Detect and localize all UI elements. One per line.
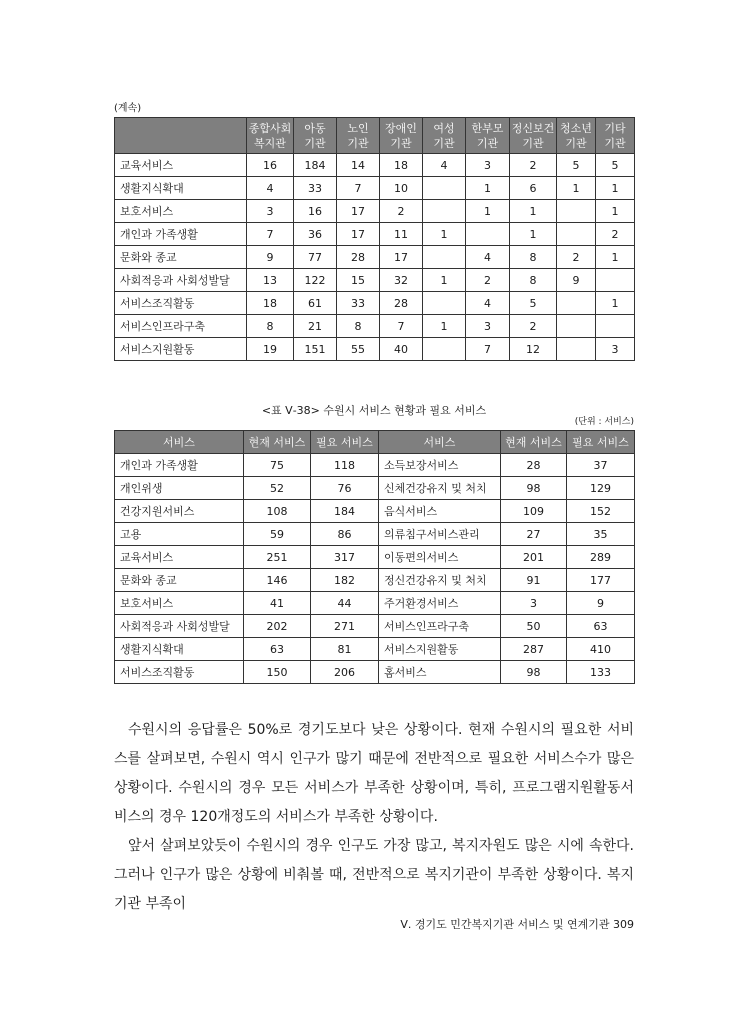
table-cell: 개인위생 xyxy=(115,477,244,500)
table-cell: 소득보장서비스 xyxy=(379,454,501,477)
column-header: 아동 기관 xyxy=(294,118,337,154)
column-header xyxy=(115,118,247,154)
table-cell: 37 xyxy=(567,454,635,477)
table-cell: 7 xyxy=(247,223,294,246)
table-cell: 33 xyxy=(294,177,337,200)
table-cell: 개인과 가족생활 xyxy=(115,454,244,477)
table-cell: 317 xyxy=(311,546,379,569)
table-cell xyxy=(557,292,596,315)
table-cell: 108 xyxy=(244,500,311,523)
table-cell: 문화와 종교 xyxy=(115,569,244,592)
table-cell: 17 xyxy=(337,223,380,246)
table-cell: 3 xyxy=(596,338,635,361)
table-cell: 184 xyxy=(294,154,337,177)
table-cell xyxy=(596,315,635,338)
table-cell xyxy=(557,338,596,361)
table-cell: 13 xyxy=(247,269,294,292)
table-cell: 정신건강유지 및 처치 xyxy=(379,569,501,592)
table-cell: 184 xyxy=(311,500,379,523)
table-cell: 251 xyxy=(244,546,311,569)
table-cell: 118 xyxy=(311,454,379,477)
table-row xyxy=(115,292,635,315)
table-cell: 5 xyxy=(510,292,557,315)
table-cell xyxy=(423,338,466,361)
table-cell: 18 xyxy=(380,154,423,177)
table-cell xyxy=(557,223,596,246)
table-cell: 개인과 가족생활 xyxy=(115,223,247,246)
table-cell: 2 xyxy=(466,269,510,292)
table-cell: 교육서비스 xyxy=(115,154,247,177)
table-row xyxy=(115,661,635,684)
table-cell: 122 xyxy=(294,269,337,292)
table-cell xyxy=(466,223,510,246)
table-cell: 7 xyxy=(380,315,423,338)
table-cell: 19 xyxy=(247,338,294,361)
table-cell: 서비스인프라구축 xyxy=(115,315,247,338)
table-cell: 1 xyxy=(466,177,510,200)
table-cell: 28 xyxy=(380,292,423,315)
table-unit: (단위 : 서비스) xyxy=(574,417,634,427)
table-cell: 44 xyxy=(311,592,379,615)
table-cell: 109 xyxy=(501,500,567,523)
table-cell: 5 xyxy=(596,154,635,177)
table-cell: 86 xyxy=(311,523,379,546)
table-cell: 287 xyxy=(501,638,567,661)
table-cell: 8 xyxy=(247,315,294,338)
table-cell: 8 xyxy=(337,315,380,338)
table-row xyxy=(115,638,635,661)
table-cell: 2 xyxy=(510,315,557,338)
table-cell: 16 xyxy=(247,154,294,177)
table-row xyxy=(115,246,635,269)
table-cell: 2 xyxy=(380,200,423,223)
table-cell: 27 xyxy=(501,523,567,546)
column-header: 청소년 기관 xyxy=(557,118,596,154)
table-cell: 150 xyxy=(244,661,311,684)
table-cell: 271 xyxy=(311,615,379,638)
table-cell xyxy=(423,177,466,200)
institution-service-table xyxy=(114,117,635,361)
table-cell: 사회적응과 사회성발달 xyxy=(115,615,244,638)
table-cell: 사회적응과 사회성발달 xyxy=(115,269,247,292)
table-row xyxy=(115,315,635,338)
column-header: 정신보건 기관 xyxy=(510,118,557,154)
table-cell: 6 xyxy=(510,177,557,200)
table-cell: 서비스조직활동 xyxy=(115,292,247,315)
table-cell: 서비스지원활동 xyxy=(379,638,501,661)
table-cell: 50 xyxy=(501,615,567,638)
table-cell xyxy=(557,315,596,338)
table-cell: 4 xyxy=(466,246,510,269)
table-cell: 1 xyxy=(596,177,635,200)
table-cell: 14 xyxy=(337,154,380,177)
table-cell: 98 xyxy=(501,477,567,500)
table-header-row xyxy=(115,431,635,454)
table-row xyxy=(115,477,635,500)
table-cell xyxy=(423,292,466,315)
table-cell: 1 xyxy=(423,269,466,292)
table-cell: 63 xyxy=(567,615,635,638)
table-row xyxy=(115,200,635,223)
table-cell: 2 xyxy=(596,223,635,246)
table-row xyxy=(115,546,635,569)
table-cell: 21 xyxy=(294,315,337,338)
table-cell: 98 xyxy=(501,661,567,684)
table-row xyxy=(115,154,635,177)
column-header: 여성 기관 xyxy=(423,118,466,154)
table-cell: 410 xyxy=(567,638,635,661)
column-header: 장애인 기관 xyxy=(380,118,423,154)
table-cell: 55 xyxy=(337,338,380,361)
table-cell: 177 xyxy=(567,569,635,592)
table-cell: 8 xyxy=(510,269,557,292)
table-cell: 8 xyxy=(510,246,557,269)
table-cell: 91 xyxy=(501,569,567,592)
table-cell: 17 xyxy=(380,246,423,269)
table-cell: 1 xyxy=(596,200,635,223)
table-cell: 3 xyxy=(466,315,510,338)
table-cell: 75 xyxy=(244,454,311,477)
table-cell: 61 xyxy=(294,292,337,315)
table-cell: 신체건강유지 및 처치 xyxy=(379,477,501,500)
table-cell: 4 xyxy=(423,154,466,177)
table-cell: 보호서비스 xyxy=(115,200,247,223)
table-cell: 28 xyxy=(337,246,380,269)
table-cell: 146 xyxy=(244,569,311,592)
table-cell xyxy=(423,246,466,269)
table-cell: 15 xyxy=(337,269,380,292)
table-cell: 문화와 종교 xyxy=(115,246,247,269)
body-text xyxy=(114,716,634,919)
continued-label: (계속) xyxy=(114,103,142,114)
table-cell: 133 xyxy=(567,661,635,684)
table-cell: 201 xyxy=(501,546,567,569)
column-header: 종합사회 복지관 xyxy=(247,118,294,154)
table-cell: 151 xyxy=(294,338,337,361)
suwon-service-table xyxy=(114,430,635,684)
table-cell: 4 xyxy=(466,292,510,315)
table-cell: 1 xyxy=(466,200,510,223)
table-cell: 의류침구서비스관리 xyxy=(379,523,501,546)
table-cell: 11 xyxy=(380,223,423,246)
table-cell: 9 xyxy=(557,269,596,292)
column-header: 한부모 기관 xyxy=(466,118,510,154)
table-row xyxy=(115,223,635,246)
table-cell xyxy=(557,200,596,223)
table-row xyxy=(115,523,635,546)
table-cell: 10 xyxy=(380,177,423,200)
table-cell: 보호서비스 xyxy=(115,592,244,615)
table-cell: 1 xyxy=(423,223,466,246)
table-cell: 1 xyxy=(510,223,557,246)
table-cell: 41 xyxy=(244,592,311,615)
table-cell: 129 xyxy=(567,477,635,500)
footer-chapter: Ⅴ. 경기도 민간복지기관 서비스 및 연계기관 xyxy=(400,918,610,931)
table-cell: 289 xyxy=(567,546,635,569)
table-cell: 고용 xyxy=(115,523,244,546)
table-row xyxy=(115,269,635,292)
table-row xyxy=(115,454,635,477)
table-cell: 63 xyxy=(244,638,311,661)
paragraph: 수원시의 응답률은 50%로 경기도보다 낮은 상황이다. 현재 수원시의 필요한 서비스를 살펴보면, 수원시 역시 인구가 많기 때문에 전반적으로 필요한 서비스수가 많은 상황이다. 수원시의 경우 모든 서비스가 부족한 상황이며, 특히, 프로그램지원활동서비스의 경우 120개정도의 서비스가 부족한 상황이다. xyxy=(114,722,634,825)
table-cell: 2 xyxy=(510,154,557,177)
table-cell: 서비스인프라구축 xyxy=(379,615,501,638)
table-cell: 40 xyxy=(380,338,423,361)
table-cell: 182 xyxy=(311,569,379,592)
column-header: 필요 서비스 xyxy=(311,431,379,454)
table-cell: 152 xyxy=(567,500,635,523)
page-footer xyxy=(400,916,634,932)
table-cell: 18 xyxy=(247,292,294,315)
table-cell: 52 xyxy=(244,477,311,500)
column-header: 기타 기관 xyxy=(596,118,635,154)
table-cell: 1 xyxy=(423,315,466,338)
table-cell: 16 xyxy=(294,200,337,223)
table-cell: 1 xyxy=(510,200,557,223)
column-header: 현재 서비스 xyxy=(501,431,567,454)
table-cell: 3 xyxy=(466,154,510,177)
page-number: 309 xyxy=(613,918,634,931)
table-cell: 주거환경서비스 xyxy=(379,592,501,615)
table-cell: 1 xyxy=(596,292,635,315)
table-cell: 32 xyxy=(380,269,423,292)
table-cell: 7 xyxy=(466,338,510,361)
column-header: 현재 서비스 xyxy=(244,431,311,454)
table-cell: 교육서비스 xyxy=(115,546,244,569)
table-cell: 1 xyxy=(557,177,596,200)
table-cell: 이동편의서비스 xyxy=(379,546,501,569)
table-caption: <표 Ⅴ-38> 수원시 서비스 현황과 필요 서비스 xyxy=(261,404,487,417)
table-cell: 1 xyxy=(596,246,635,269)
table-cell xyxy=(596,269,635,292)
table-row xyxy=(115,500,635,523)
table-header-row xyxy=(115,118,635,154)
table-cell: 202 xyxy=(244,615,311,638)
table-row xyxy=(115,338,635,361)
table-cell: 12 xyxy=(510,338,557,361)
table-cell: 76 xyxy=(311,477,379,500)
table-cell: 2 xyxy=(557,246,596,269)
table-cell: 건강지원서비스 xyxy=(115,500,244,523)
column-header: 서비스 xyxy=(115,431,244,454)
column-header: 필요 서비스 xyxy=(567,431,635,454)
table-cell: 36 xyxy=(294,223,337,246)
paragraph: 앞서 살펴보았듯이 수원시의 경우 인구도 가장 많고, 복지자원도 많은 시에 속한다. 그러나 인구가 많은 상황에 비춰볼 때, 전반적으로 복지기관이 부족한 상황이다. 복지기관 부족이 xyxy=(114,838,634,912)
table-cell: 생활지식확대 xyxy=(115,177,247,200)
table-cell: 33 xyxy=(337,292,380,315)
table-cell: 77 xyxy=(294,246,337,269)
table-cell: 서비스조직활동 xyxy=(115,661,244,684)
table-cell: 5 xyxy=(557,154,596,177)
table-cell: 9 xyxy=(247,246,294,269)
table-cell: 3 xyxy=(501,592,567,615)
table-cell: 206 xyxy=(311,661,379,684)
table-cell xyxy=(423,200,466,223)
table-cell: 생활지식확대 xyxy=(115,638,244,661)
table-cell: 4 xyxy=(247,177,294,200)
table-cell: 9 xyxy=(567,592,635,615)
table-row xyxy=(115,592,635,615)
table-cell: 28 xyxy=(501,454,567,477)
table-cell: 59 xyxy=(244,523,311,546)
table-cell: 81 xyxy=(311,638,379,661)
table-cell: 홈서비스 xyxy=(379,661,501,684)
table-cell: 음식서비스 xyxy=(379,500,501,523)
table-cell: 7 xyxy=(337,177,380,200)
table-cell: 서비스지원활동 xyxy=(115,338,247,361)
table-cell: 17 xyxy=(337,200,380,223)
table-cell: 35 xyxy=(567,523,635,546)
column-header: 노인 기관 xyxy=(337,118,380,154)
table-row xyxy=(115,569,635,592)
column-header: 서비스 xyxy=(379,431,501,454)
table-cell: 3 xyxy=(247,200,294,223)
table-row xyxy=(115,615,635,638)
table-row xyxy=(115,177,635,200)
